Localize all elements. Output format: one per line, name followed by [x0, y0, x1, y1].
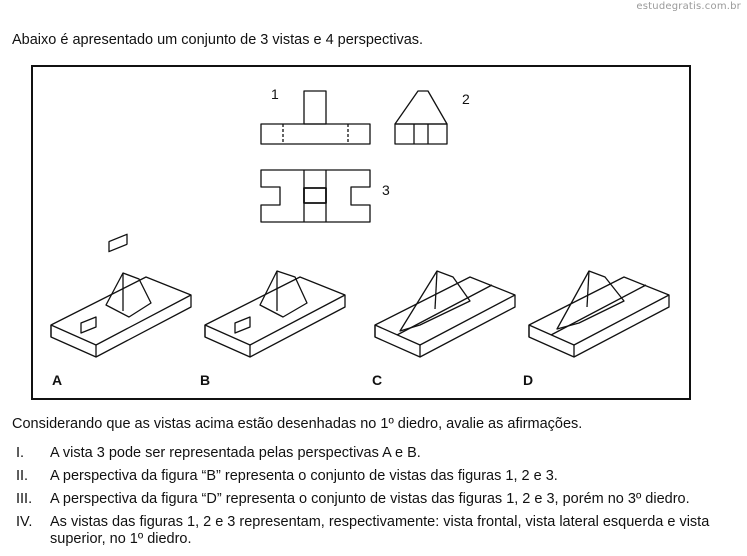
statements-list: [16, 445, 746, 554]
statement-text: As vistas das figuras 1, 2 e 3 representam, respectivamente: vista frontal, vista lateral esquerda e vista superior, no 1º diedro.: [50, 514, 710, 547]
statement-number: III.: [16, 491, 33, 507]
view-3-drawing: [261, 170, 370, 222]
statement-item: [16, 491, 746, 508]
perspective-label-b: B: [200, 372, 211, 388]
perspective-d-drawing: [529, 271, 669, 357]
statement-text: A perspectiva da figura “B” representa o conjunto de vistas das figuras 1, 2 e 3.: [50, 468, 558, 484]
intro-text: Abaixo é apresentado um conjunto de 3 vistas e 4 perspectivas.: [12, 32, 424, 48]
perspective-b-drawing: [205, 271, 345, 357]
statement-text: A perspectiva da figura “D” representa o conjunto de vistas das figuras 1, 2 e 3, porém no 3º diedro.: [50, 491, 690, 507]
statement-number: I.: [16, 445, 25, 461]
perspective-label-d: D: [523, 372, 534, 388]
statement-text: A vista 3 pode ser representada pelas perspectivas A e B.: [50, 445, 421, 461]
statement-number: IV.: [16, 514, 33, 530]
watermark: estudegratis.com.br: [636, 1, 741, 12]
statement-item: [16, 468, 746, 485]
perspective-label-c: C: [372, 372, 383, 388]
view-label-1: 1: [271, 86, 279, 102]
perspective-a-drawing: [51, 234, 191, 357]
technical-drawing: [33, 67, 689, 398]
view-2-drawing: [395, 91, 447, 144]
view-label-2: 2: [462, 91, 470, 107]
statement-item: [16, 514, 746, 548]
view-label-3: 3: [382, 182, 390, 198]
perspective-c-drawing: [375, 271, 515, 357]
statement-item: [16, 445, 746, 462]
statement-number: II.: [16, 468, 29, 484]
figure-box: [31, 65, 691, 400]
perspective-label-a: A: [52, 372, 63, 388]
consider-text: Considerando que as vistas acima estão desenhadas no 1º diedro, avalie as afirmações.: [12, 416, 583, 432]
